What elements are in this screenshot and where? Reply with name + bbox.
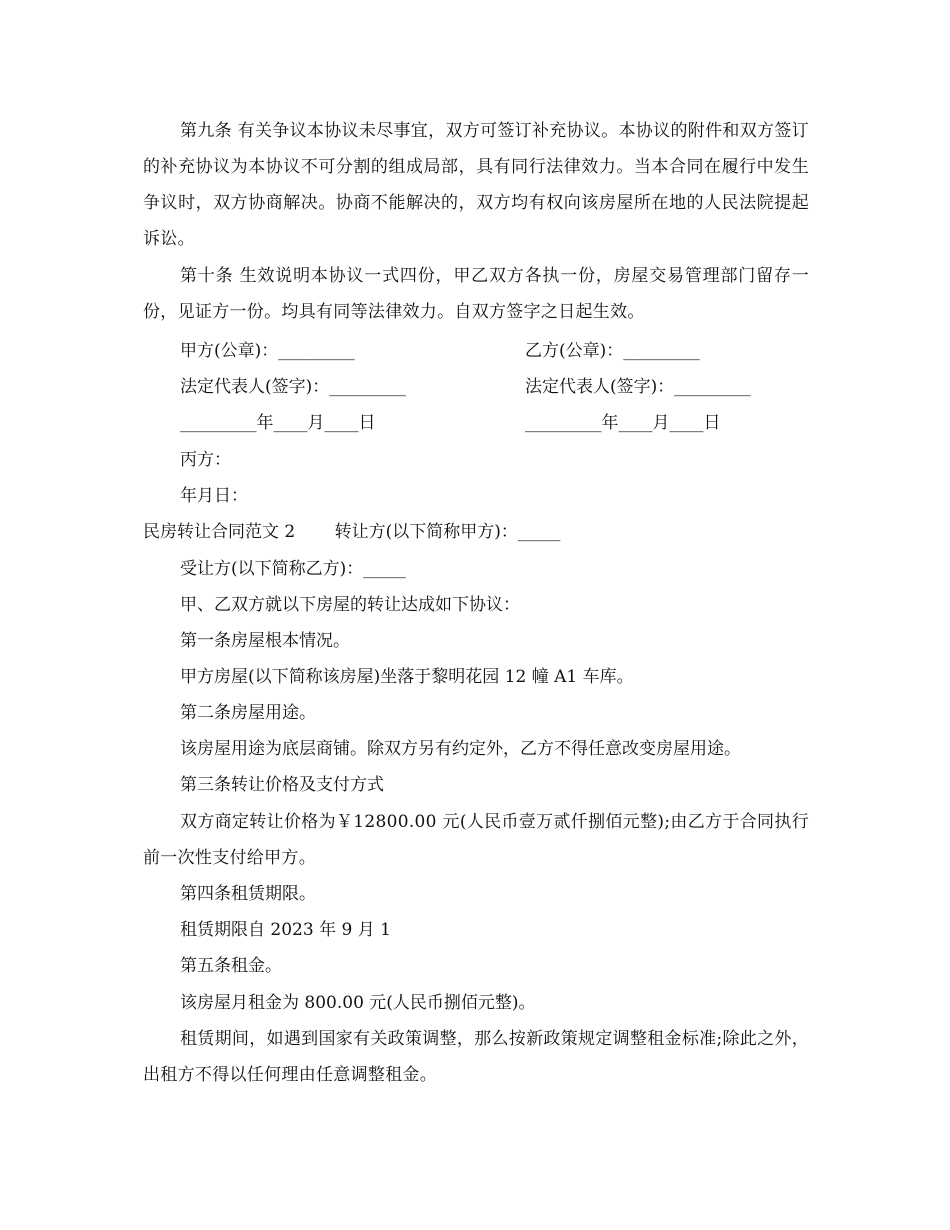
article-1-body: 甲方房屋(以下简称该房屋)坐落于黎明花园 12 幢 A1 车库。 [180,667,634,687]
article-9-paragraph: 第九条 有关争议本协议未尽事宜，双方可签订补充协议。本协议的附件和双方签订的补充协议为本协议不可分割的组成局部，具有同行法律效力。当本合同在履行中发生争议时，双方协商解决。协商不能解决的，双方均有权向该房屋所在地的人民法院提起诉讼。 [143,121,809,249]
party-b-representative: 法定代表人(签字)：_________ [525,377,751,397]
article-3-title: 第三条转让价格及支付方式 [180,775,384,795]
party-a-seal: 甲方(公章)：_________ [180,341,355,361]
article-2-body: 该房屋用途为底层商铺。除双方另有约定外，乙方不得任意改变房屋用途。 [180,739,741,759]
party-a-representative: 法定代表人(签字)：_________ [180,377,406,397]
transferee-line: 受让方(以下简称乙方)：_____ [180,559,406,579]
article-10-paragraph: 第十条 生效说明本协议一式四份，甲乙双方各执一份，房屋交易管理部门留存一份，见证方一份。均具有同等法律效力。自双方签字之日起生效。 [143,266,809,322]
article-3-body: 双方商定转让价格为￥12800.00 元(人民币壹万贰仟捌佰元整);由乙方于合同执行前一次性支付给甲方。 [143,812,809,868]
agreement-intro: 甲、乙双方就以下房屋的转让达成如下协议： [180,595,520,615]
article-2-title: 第二条房屋用途。 [180,703,316,723]
contract-2-title: 民房转让合同范文 2 转让方(以下简称甲方)：_____ [143,522,561,542]
article-4-body: 租赁期限自 2023 年 9 月 1 [180,920,391,940]
article-5-adjustment: 租赁期间，如遇到国家有关政策调整，那么按新政策规定调整租金标准;除此之外，出租方不得以任何理由任意调整租金。 [143,1029,809,1085]
party-a-date: _________年____月____日 [180,413,376,433]
party-c-label: 丙方： [180,450,231,470]
article-5-body: 该房屋月租金为 800.00 元(人民币捌佰元整)。 [180,993,536,1013]
party-b-seal: 乙方(公章)：_________ [525,341,700,361]
article-1-title: 第一条房屋根本情况。 [180,631,350,651]
party-c-date: 年月日： [180,486,248,506]
party-b-date: _________年____月____日 [525,413,721,433]
article-4-title: 第四条租赁期限。 [180,884,316,904]
article-5-title: 第五条租金。 [180,956,282,976]
